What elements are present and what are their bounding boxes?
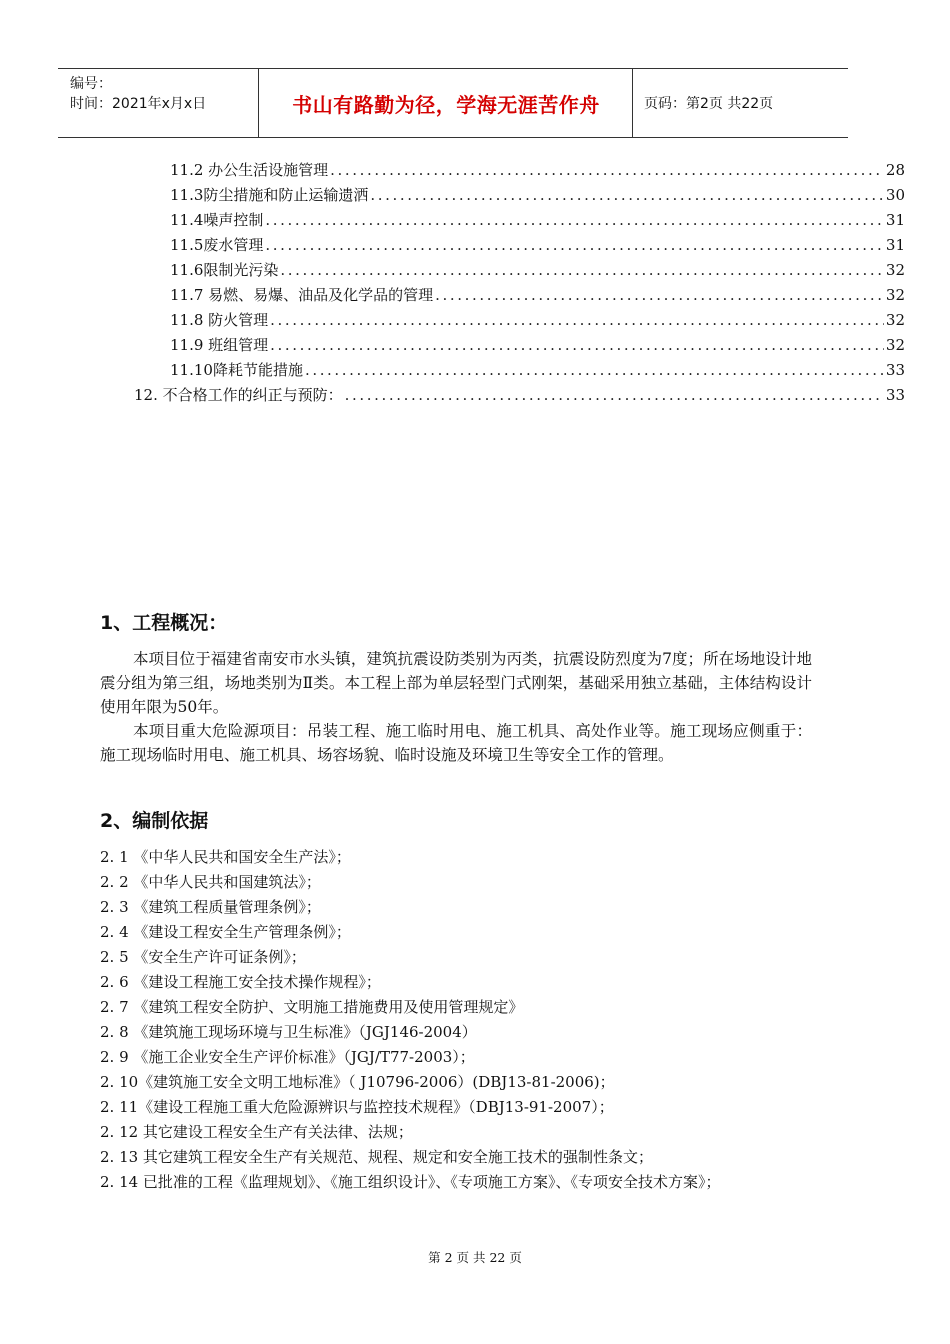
toc-entry-page: 33 [885, 386, 905, 404]
header-divider-right [632, 69, 633, 137]
toc-entry[interactable] [170, 358, 905, 382]
basis-item: 2. 9 《施工企业安全生产评价标准》（JGJ/T77-2003）； [100, 1048, 475, 1066]
toc-dot-leader [345, 383, 884, 407]
overview-paragraph-2: 本项目重大危险源项目：吊装工程、施工临时用电、施工机具、高处作业等。施工现场应侧重于：施工现场临时用电、施工机具、场容场貌、临时设施及环境卫生等安全工作的管理。 [100, 722, 812, 764]
toc-dot-leader [265, 208, 884, 232]
toc-entry-title: 11.4噪声控制 [170, 211, 264, 229]
toc-dot-leader [280, 258, 884, 282]
toc-dot-leader [370, 183, 884, 207]
toc-dot-leader [435, 283, 884, 307]
toc-entry[interactable] [170, 158, 905, 182]
toc-entry[interactable] [170, 258, 905, 282]
toc-dot-leader [265, 233, 884, 257]
header-page-label: 页码：第2页 共22页 [644, 96, 774, 112]
section-heading-overview: 1、工程概况： [100, 612, 228, 634]
basis-item: 2. 4 《建设工程安全生产管理条例》； [100, 923, 351, 941]
header-motto: 书山有路勤为径，学海无涯苦作舟 [292, 92, 600, 117]
toc-entry-title: 11.8 防火管理 [170, 311, 269, 329]
basis-item: 2. 11《建设工程施工重大危险源辨识与监控技术规程》（DBJ13-91-2007）； [100, 1098, 614, 1116]
basis-item: 2. 14 已批准的工程《监理规划》、《施工组织设计》、《专项施工方案》、《专项安全技术方案》； [100, 1173, 721, 1191]
basis-item: 2. 8 《建筑施工现场环境与卫生标准》（JGJ146-2004） [100, 1023, 477, 1041]
toc-entry-page: 32 [885, 311, 905, 329]
basis-item: 2. 5 《安全生产许可证条例》； [100, 948, 306, 966]
toc-entry[interactable] [170, 208, 905, 232]
toc-entry[interactable] [170, 233, 905, 257]
toc-entry-page: 28 [885, 161, 905, 179]
toc-entry[interactable] [134, 383, 905, 407]
basis-item: 2. 2 《中华人民共和国建筑法》； [100, 873, 321, 891]
toc-entry[interactable] [170, 183, 905, 207]
toc-entry[interactable] [170, 308, 905, 332]
header-divider-left [258, 69, 259, 137]
section-heading-basis: 2、编制依据 [100, 810, 209, 832]
toc-dot-leader [270, 308, 884, 332]
basis-item: 2. 3 《建筑工程质量管理条例》； [100, 898, 321, 916]
toc-entry-page: 32 [885, 336, 905, 354]
page-footer: 第 2 页 共 22 页 [428, 1250, 522, 1265]
basis-item: 2. 7 《建筑工程安全防护、文明施工措施费用及使用管理规定》 [100, 998, 524, 1016]
overview-paragraph-1: 本项目位于福建省南安市水头镇，建筑抗震设防类别为丙类，抗震设防烈度为7度；所在场地设计地震分组为第三组，场地类别为Ⅱ类。本工程上部为单层轻型门式刚架，基础采用独立基础，主体结构设计使用年限为50年。 [100, 650, 812, 716]
header-meta [58, 69, 258, 137]
document-number-label: 编号： [70, 76, 112, 92]
basis-item: 2. 6 《建设工程施工安全技术操作规程》； [100, 973, 381, 991]
toc-dot-leader [330, 158, 884, 182]
toc-entry-page: 30 [885, 186, 905, 204]
document-time-label: 时间：2021年x月x日 [70, 96, 207, 112]
toc-entry-page: 32 [885, 261, 905, 279]
toc-entry-title: 11.7 易燃、易爆、油品及化学品的管理 [170, 286, 434, 304]
basis-item: 2. 10《建筑施工安全文明工地标准》（ J10796-2006）(DBJ13-81-2006)； [100, 1073, 615, 1091]
basis-item: 2. 13 其它建筑工程安全生产有关规范、规程、规定和安全施工技术的强制性条文； [100, 1148, 653, 1166]
toc-entry-title: 11.10降耗节能措施 [170, 361, 303, 379]
toc-entry-title: 12. 不合格工作的纠正与预防： [134, 386, 343, 404]
basis-item: 2. 12 其它建设工程安全生产有关法律、法规； [100, 1123, 413, 1141]
toc-entry-title: 11.3防尘措施和防止运输遗洒 [170, 186, 369, 204]
toc-entry-page: 31 [885, 236, 905, 254]
toc-entry[interactable] [170, 283, 905, 307]
toc-entry-title: 11.5废水管理 [170, 236, 264, 254]
toc-dot-leader [270, 333, 884, 357]
toc-entry-page: 33 [885, 361, 905, 379]
toc-entry[interactable] [170, 333, 905, 357]
document-header [58, 68, 848, 138]
toc-entry-page: 32 [885, 286, 905, 304]
toc-dot-leader [305, 358, 884, 382]
basis-list [100, 845, 812, 1195]
basis-item: 2. 1 《中华人民共和国安全生产法》； [100, 848, 351, 866]
toc-entry-title: 11.2 办公生活设施管理 [170, 161, 329, 179]
toc-entry-page: 31 [885, 211, 905, 229]
toc-entry-title: 11.9 班组管理 [170, 336, 269, 354]
toc-entry-title: 11.6限制光污染 [170, 261, 279, 279]
